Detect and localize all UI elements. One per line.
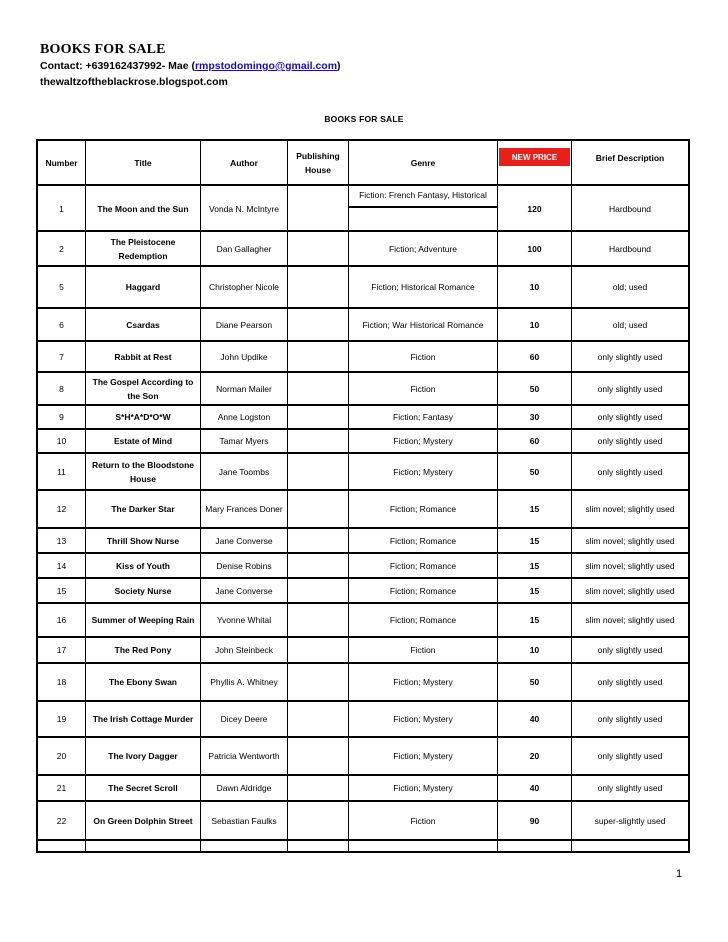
cell-genre: Fiction; Adventure: [388, 243, 458, 254]
cell-description: only slightly used: [597, 412, 663, 422]
cell-title: Return to the Bloodstone House: [92, 459, 194, 484]
cell-genre: Fiction; Romance: [389, 504, 457, 514]
cell-publishing-house: [288, 553, 348, 578]
cell-number: 20: [56, 751, 67, 761]
cell-number: 19: [56, 714, 67, 724]
column-divider: [287, 141, 288, 851]
cell-description: only slightly used: [597, 677, 663, 687]
cell-price: 10: [529, 319, 540, 330]
cell-title: Estate of Mind: [113, 436, 173, 446]
cell-publishing-house: [288, 341, 348, 372]
column-divider: [497, 141, 498, 851]
cell-genre: Fiction: [410, 645, 436, 655]
cell-publishing-house: [288, 308, 348, 341]
cell-title: On Green Dolphin Street: [93, 815, 193, 826]
cell-number: 16: [56, 615, 67, 625]
cell-publishing-house: [288, 663, 348, 701]
cell-number: 15: [56, 585, 67, 596]
blog-url: thewaltzoftheblackrose.blogspot.com: [40, 76, 228, 88]
cell-author: Denise Robins: [216, 560, 272, 571]
cell-price: 120: [527, 203, 542, 214]
cell-title: The Red Pony: [114, 645, 172, 655]
cell-author: Vonda N. McIntyre: [209, 203, 279, 214]
cell-number: 22: [56, 815, 67, 826]
cell-title: The Secret Scroll: [108, 783, 178, 793]
cell-title: The Irish Cottage Murder: [92, 714, 194, 724]
cell-number: 7: [59, 351, 64, 362]
cell-publishing-house: [288, 775, 348, 801]
cell-price: 20: [529, 751, 540, 761]
table-caption: [0, 114, 728, 124]
cell-description: Hardbound: [608, 243, 652, 254]
cell-genre: Fiction: [410, 383, 436, 394]
document-title: BOOKS FOR SALE: [40, 42, 166, 57]
cell-title: Csardas: [126, 319, 160, 330]
cell-price: 15: [529, 615, 540, 625]
column-divider: [571, 141, 572, 851]
cell-number: 12: [56, 504, 67, 514]
cell-title: The Darker Star: [111, 504, 175, 514]
cell-author: John Steinbeck: [214, 645, 274, 655]
cell-description: slim novel; slightly used: [585, 535, 675, 546]
cell-genre: Fiction; Romance: [389, 615, 457, 625]
cell-description: old; used: [612, 282, 648, 292]
cell-description: super-slightly used: [594, 815, 666, 826]
cell-title: The Pleistocene Redemption: [110, 236, 176, 261]
cell-description: only slightly used: [597, 466, 663, 477]
cell-title: The Gospel According to the Son: [92, 376, 194, 401]
cell-genre: Fiction; Mystery: [393, 466, 453, 477]
contact-suffix: ): [337, 60, 341, 72]
cell-author: Jane Converse: [215, 585, 273, 596]
cell-publishing-house: [288, 405, 348, 429]
cell-publishing-house: [288, 737, 348, 775]
cell-number: 13: [56, 535, 67, 546]
cell-number: 21: [56, 783, 67, 793]
cell-author: Jane Converse: [215, 535, 273, 546]
cell-genre: Fiction; Mystery: [393, 714, 453, 724]
cell-price: 100: [527, 243, 542, 254]
cell-title: S*H*A*D*O*W: [115, 412, 171, 422]
cell-author: Anne Logston: [217, 412, 271, 422]
column-divider: [200, 141, 201, 851]
cell-author: Diane Pearson: [215, 319, 273, 330]
cell-number: 11: [57, 466, 66, 477]
cell-number: 17: [56, 645, 67, 655]
cell-price: 60: [529, 436, 540, 446]
cell-author: Dawn Aldridge: [216, 783, 272, 793]
cell-publishing-house: [288, 578, 348, 603]
cell-author: John Updike: [220, 351, 268, 362]
cell-title: Haggard: [125, 282, 161, 292]
cell-number: 10: [56, 436, 67, 446]
cell-number: 9: [59, 412, 64, 422]
cell-publishing-house: [288, 528, 348, 553]
cell-author: Mary Frances Doner: [205, 504, 283, 514]
cell-author: Sebastian Faulks: [211, 815, 277, 826]
cell-price: 10: [529, 282, 540, 292]
contact-email-link[interactable]: rmpstodomingo@gmail.com: [194, 60, 338, 72]
page-number: 1: [676, 868, 683, 880]
cell-title: Kiss of Youth: [116, 560, 170, 571]
cell-description: only slightly used: [597, 436, 663, 446]
cell-genre: Fiction: [410, 351, 436, 362]
column-divider: [85, 141, 86, 851]
cell-price: 30: [529, 412, 540, 422]
column-header-publishing-house: Publishing House: [296, 151, 340, 175]
contact-prefix: Contact: +639162437992- Mae (: [40, 60, 195, 72]
cell-title: Society Nurse: [114, 585, 172, 596]
column-header-author: Author: [230, 158, 258, 168]
cell-genre: Fiction; Mystery: [393, 783, 453, 793]
cell-description: slim novel; slightly used: [585, 560, 675, 571]
cell-genre: Fiction; Historical Romance: [371, 282, 475, 292]
cell-genre: Fiction; War Historical Romance: [362, 319, 484, 330]
cell-number: 18: [56, 677, 67, 687]
cell-genre: Fiction; Mystery: [393, 436, 453, 446]
cell-publishing-house: [288, 701, 348, 737]
cell-genre: Fiction; Mystery: [393, 751, 453, 761]
cell-author: Norman Mailer: [216, 383, 272, 394]
column-divider: [348, 141, 349, 851]
cell-title: The Moon and the Sun: [97, 203, 189, 214]
cell-description: only slightly used: [597, 351, 663, 362]
cell-description: Hardbound: [608, 203, 652, 214]
cell-number: 8: [59, 383, 64, 394]
cell-number: 6: [59, 319, 64, 330]
cell-publishing-house: [288, 186, 348, 231]
cell-author: Jane Toombs: [218, 466, 270, 477]
cell-author: Dicey Deere: [220, 714, 268, 724]
cell-publishing-house: [288, 637, 348, 663]
cell-publishing-house: [288, 429, 348, 453]
cell-description: old; used: [612, 319, 648, 330]
cell-price: 15: [529, 504, 540, 514]
cell-description: only slightly used: [597, 783, 663, 793]
cell-description: only slightly used: [597, 383, 663, 394]
cell-title: The Ebony Swan: [108, 677, 177, 687]
cell-publishing-house: [288, 801, 348, 840]
cell-publishing-house: [288, 266, 348, 308]
cell-description: only slightly used: [597, 645, 663, 655]
cell-number: 5: [59, 282, 64, 292]
column-header-genre: Genre: [410, 158, 436, 168]
cell-publishing-house: [288, 372, 348, 405]
cell-title: Thrill Show Nurse: [106, 535, 180, 546]
column-header-number: Number: [45, 158, 78, 168]
column-header-description: Brief Description: [595, 153, 665, 163]
cell-genre: Fiction; Mystery: [393, 677, 453, 687]
cell-title: Summer of Weeping Rain: [91, 615, 195, 625]
cell-price: 50: [529, 677, 540, 687]
cell-price: 15: [529, 585, 540, 596]
cell-price: 15: [529, 535, 540, 546]
cell-genre: Fiction; Romance: [389, 560, 457, 571]
cell-price: 10: [529, 645, 540, 655]
cell-author: Patricia Wentworth: [208, 751, 280, 761]
cell-genre: Fiction; Romance: [389, 585, 457, 596]
cell-author: Tamar Myers: [219, 436, 269, 446]
cell-genre: Fiction: [410, 815, 436, 826]
cell-price: 15: [529, 560, 540, 571]
cell-genre: Fiction; Romance: [389, 535, 457, 546]
cell-publishing-house: [288, 603, 348, 637]
cell-publishing-house: [288, 490, 348, 528]
cell-genre: Fiction: French Fantasy, Historical: [359, 190, 487, 200]
cell-price: 90: [529, 815, 540, 826]
cell-description: only slightly used: [597, 714, 663, 724]
cell-description: slim novel; slightly used: [585, 615, 675, 625]
cell-number: 1: [59, 203, 64, 214]
cell-number: 14: [56, 560, 67, 571]
genre-inner-rule: [349, 206, 497, 208]
cell-author: Phyllis A. Whitney: [210, 677, 278, 687]
column-header-title: Title: [134, 158, 152, 168]
cell-price: 60: [529, 351, 540, 362]
cell-author: Dan Gallagher: [216, 243, 272, 254]
cell-genre: Fiction; Fantasy: [393, 412, 453, 422]
cell-price: 50: [529, 383, 540, 394]
cell-price: 40: [529, 783, 540, 793]
cell-description: slim novel; slightly used: [585, 504, 675, 514]
cell-description: only slightly used: [597, 751, 663, 761]
contact-line: [40, 60, 341, 72]
cell-price: 40: [529, 714, 540, 724]
column-header-new-price: NEW PRICE: [499, 148, 570, 166]
cell-title: Rabbit at Rest: [114, 351, 172, 362]
cell-title: The Ivory Dagger: [108, 751, 178, 761]
cell-number: 2: [59, 243, 64, 254]
books-table: [36, 139, 690, 853]
cell-publishing-house: [288, 231, 348, 266]
cell-price: 50: [529, 466, 540, 477]
cell-author: Christopher Nicole: [209, 282, 279, 292]
cell-description: slim novel; slightly used: [585, 585, 675, 596]
cell-author: Yvonne Whital: [216, 615, 272, 625]
table-caption-text: BOOKS FOR SALE: [324, 114, 404, 124]
row-divider: [38, 839, 688, 841]
cell-publishing-house: [288, 453, 348, 490]
